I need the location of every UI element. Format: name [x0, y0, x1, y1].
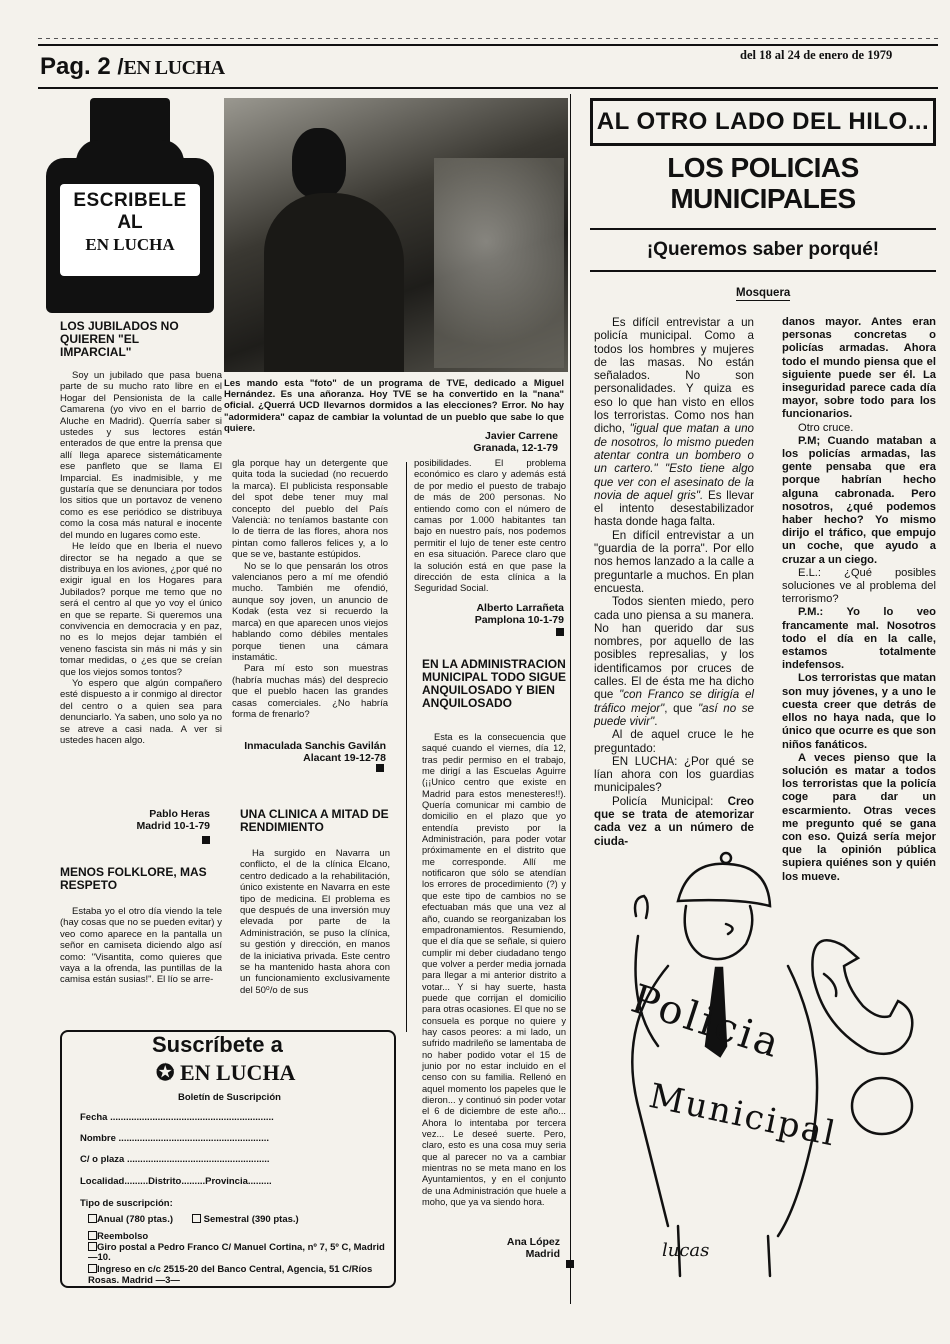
subtitle-rule — [590, 270, 936, 272]
jubilados-body — [60, 370, 222, 746]
clinica-p2: posibilidades. El problema económico es claro y además está de por medio el puesto de trabajo de más de 200 personas. No entiendo como con el número de camas por 1.000 habitantes tan bajo en nuestro país, nos podemos permitir el lujo de tener este centro en esa situación. Parece claro que la solución está en que pase la dirección de esta clínica a la Seguridad Social. — [414, 458, 566, 595]
jubilados-p1: Soy un jubilado que pasa buena parte de su mucho rato libre en el Hogar del Pensionista de la calle Camarena (yo vivo en el barrio de Aluche en Madrid). Querría saber si ustedes y sus lectores están enterados de que entre la prensa que allí llega aparece sistemáticamente ese panfleto que se llama El Imparcial. Es inadmisible, y me gustaría que se denunciara por todos los sitios que un portavoz de veneno como es ese periódico se distribuya como la cosa más natural e inocente del mundo en lugares como este. — [60, 370, 222, 541]
interview-title-1: LOS POLICIAS — [667, 152, 859, 183]
gavilan-signature — [230, 740, 386, 764]
jubilados-signature — [100, 808, 210, 832]
interview-r-p2: Otro cruce. — [798, 421, 854, 434]
jubilados-p3: Yo espero que algún compañero esté dispuesto a ir conmigo al director del centro o a quien sea para denunciarlo. Ya saben, uno solo ya no se atreve a casi nada. A ver si ustedes hacen algo. — [60, 677, 222, 746]
end-bullet — [556, 628, 564, 636]
interview-p3e: . — [654, 714, 658, 728]
subscription-box — [60, 1030, 396, 1288]
administracion-title: EN LA ADMINISTRACION MUNICIPAL TODO SIGUE ANQUILOSADO Y BIEN ANQUILOSADO — [422, 657, 567, 710]
subscription-title: Suscríbete a — [152, 1032, 283, 1057]
inkpot-label — [60, 184, 200, 276]
reembolso-checkbox[interactable] — [88, 1231, 97, 1240]
anual-option[interactable] — [88, 1214, 173, 1225]
administracion-sig-place: Madrid — [525, 1248, 560, 1260]
end-bullet — [376, 764, 384, 772]
helmet — [678, 864, 770, 906]
title-rule — [590, 228, 936, 230]
cartoon — [598, 806, 938, 1286]
interview-r-p3: P.M; Cuando mataban a los policías armadas, las gente pensaba que era porque habrían hecho alguna cabronada. Pero nosotros, ¿qué podemos haber hecho? Yo mismo dirijo el tráfico, que empujo un coche, que ayudo a cruzar a un ciego. — [782, 434, 936, 566]
plaza-field[interactable]: C/ o plaza ...................................................... — [80, 1154, 270, 1165]
interview-r-p6: Los terroristas que matan son muy jóvenes, y a uno le cuesta creer que detrás de ellos no haya nada, que lo único que ocurre es que son niños fanáticos. — [782, 672, 936, 751]
subscription-paper-name: EN LUCHA — [179, 1060, 296, 1085]
administracion-sig-name: Ana López — [506, 1236, 560, 1248]
phone-earpiece — [824, 974, 836, 996]
anual-label: Anual (780 ptas.) — [97, 1214, 174, 1225]
jubilados-sig-place: Madrid 10-1-79 — [136, 820, 210, 832]
ingreso-label: Ingreso en c/c 2515-20 del Banco Central, Agencia, 51 C/Ríos Rosas. Madrid —3— — [88, 1264, 373, 1286]
tv-photo — [224, 98, 568, 372]
interview-q1: EN LUCHA: ¿Por qué se lían ahora con los guardias municipales? — [594, 754, 754, 795]
header-rule — [38, 44, 938, 46]
inkpot-line2: AL — [117, 212, 143, 233]
folklore-p1: Estaba yo el otro día viendo la tele (hay cosas que no se pueden evitar) y veo como aparece en la pantalla un señor en camiseta diciendo algo así como: "Visantita, como quieres que vaya a la ofrenda, las puntillas de la camisa están susias!". El lío se arre- — [60, 906, 222, 986]
subscription-subtitle: Boletín de Suscripción — [178, 1092, 281, 1103]
fecha-field[interactable]: Fecha .............................................................. — [80, 1112, 274, 1123]
gavilan-p3: Para mí esto son muestras (habría muchas más) del desprecio que el pueblo hacen las grandes casas comerciales. ¿No habría forma de frenarlo? — [232, 663, 388, 720]
clinica-p1: Ha surgido en Navarra un conflicto, el de la clínica Elcano, centro dedicado a la rehabilitación, único existente en Navarra en este tipo de medicina. El problema es que después de una inversión muy elevada por parte de la Administración, se puso la clínica, su gestión y dirección, en manos de la iniciativa privada. Este centro se ha mantenido hasta ahora con un funcionamiento exclusivamente del 50⁰/o de sus — [240, 848, 390, 996]
interview-subtitle: ¡Queremos saber porqué! — [646, 239, 880, 260]
jubilados-p2: He leído que en Iberia el nuevo director se ha negado a que se distribuya en los aviones, ¿por qué no exigir igual en los Hogares para Jubilados? porque me temo que no será el centro al que yo voy el único en que se reparte. Si queremos una convivencia en democracia y en paz, no es lo mejos dejar también el veneno fascista sin más ni más y sin tomar medidas, o ¿es que se creían que los viejos somos tontos? — [60, 541, 222, 678]
inkpot-cap — [90, 98, 170, 142]
jubilados-sig-name: Pablo Heras — [149, 808, 210, 820]
clinica-body-a — [240, 848, 390, 996]
photo-signature — [400, 430, 558, 454]
interview-p2: En difícil entrevistar a un "guardia de la porra". Por ello nos hemos lanzado a la calle a preguntarle a muchos. En plan encuesta. — [594, 528, 754, 595]
plaza-label: C/ o plaza — [80, 1154, 125, 1165]
gavilan-body — [232, 458, 388, 720]
interview-p3d: "así no se puede vivir" — [594, 701, 754, 728]
interview-a1b: Creo que se trata de atemorizar cada vez a un número de ciuda- — [594, 794, 754, 848]
cartoon-signature: lucas — [662, 1240, 710, 1261]
interview-p3b: "con Franco se dirigía el tráfico mejor" — [594, 688, 754, 715]
anual-checkbox[interactable] — [88, 1214, 97, 1223]
page-number — [40, 52, 225, 83]
kicker-box — [590, 98, 936, 146]
interview-p1b: "igual que matan a uno de nosotros, lo mismo pueden atentar contra un bombero o un cartero." "Esto tiene algo que ver con el asesinato de la novia de aquel gris". — [594, 422, 754, 502]
clinica-sig-place: Pamplona 10-1-79 — [474, 614, 564, 626]
phone-o — [852, 1078, 912, 1134]
semestral-option[interactable] — [192, 1214, 299, 1225]
photo-figure — [292, 128, 346, 198]
col-sep-2 — [406, 462, 407, 1032]
byline: Mosquera — [736, 287, 791, 299]
interview-p3a: Todos sienten miedo, pero cada uno piensa a su manera. No han querido dar sus nombres, por aquello de las posibles represalias, y los identificamos por cruces de calles. El de ésta me ha dicho que — [594, 595, 754, 702]
clinica-body-b — [414, 458, 566, 595]
head — [685, 906, 753, 959]
ingreso-option[interactable] — [88, 1264, 388, 1286]
administracion-p1: Esta es la consecuencia que saqué cuando el viernes, día 12, tras pedir permiso en el trabajo, me dirigí a las Escuelas Aguirre (¡¡Unico centro que existe en Madrid para estos menesteres!!). Quería comunicar mi cambio de domicilio en el plazo que yo entendía previsto por la Administración, para poder votar próximamente en el distrito que me corresponde. Allí me notificaron que sólo se atendían los errores de procedimiento (?) y que este tipo de cambios no se efectuaban más que una vez al año, cuando se reorganizaban los empadronamientos. Resumiendo, que el día que se señale, si quiero cumplir mi deber ciudadano tengo que volver a perder media jornada para llegar a mi anterior distrito a votar... Y si hay suerte, hasta puede que corrijan el domicilio para otras ocasiones. El que no se consuela es porque no quiere y hay casos peores: a mi lado, un sufrido madrileño se lamentaba de no haber podido votar el 15 de junio por no estar incluido en el censo con su familia. Rellenó en aquel momento los papeles que le dieron... y continuó sin poder votar el 6 de diciembre de este año... Ahora lo intentaba por tercera vez... Le deseé suerte. Pero, claro, esto es una cosa muy seria que al parecer no va a cambiar mientras no se meta mano en los Ayuntamientos, y en el conjunto de una Administración que huele a moho, que ya va siendo hora. — [422, 732, 566, 1208]
ingreso-checkbox[interactable] — [88, 1264, 97, 1273]
giro-checkbox[interactable] — [88, 1242, 97, 1251]
interview-p1a: Es difícil entrevistar a un policía municipal. Como a todos los hombres y mujeres de las masas. No están señalados. No son personalidades. Y quiza es eso lo que han visto en ellos los terroristas. Como nos han dicho, — [594, 316, 754, 436]
interview-right-col — [782, 316, 936, 884]
folklore-title: MENOS FOLKLORE, MAS RESPETO — [60, 865, 207, 892]
interview-r-p5: P.M.: Yo lo veo francamente mal. Nosotros todo el día en la calle, estamos totalmente indefensos. — [782, 606, 936, 672]
end-bullet — [202, 836, 210, 844]
nombre-label: Nombre — [80, 1133, 116, 1144]
distrito-label: Distrito — [148, 1176, 182, 1187]
interview-title-2: MUNICIPALES — [670, 183, 856, 214]
interview-a1a: Policía Municipal: — [612, 794, 728, 808]
reembolso-option[interactable] — [88, 1231, 148, 1242]
interview-p4: Al de aquel cruce le he preguntado: — [594, 728, 754, 755]
gavilan-p2: No se lo que pensarán los otros valencianos pero a mí me ofendió mucho. También me ofendió, aunque soy joven, un anuncio de Kodak (esta vez si recuerdo la marca) en que aparecen unos viejos hablando como débiles mentales porque tienen una cámara instamátic. — [232, 560, 388, 663]
interview-r-p7: A veces pienso que la solución es matar a todos los terroristas que la policía coge para dar un escarmiento. Otras veces me pregunto qué se gana con eso. Quizá sería mejor que la opinión pública supiera quiénes son y quién los mueve. — [782, 751, 936, 883]
helmet-spike — [721, 853, 731, 863]
clinica-sig-name: Alberto Larrañeta — [476, 602, 564, 614]
photo-sig-name: Javier Carrene — [485, 430, 558, 442]
inkpot-line1: ESCRIBELE — [73, 190, 187, 211]
interview-p3c: , que — [664, 701, 699, 715]
interview-r-p4: E.L.: ¿Qué posibles soluciones ve al problema del terrorismo? — [782, 566, 936, 606]
cartoon-word-2: Municipal — [645, 1076, 841, 1155]
photo-sig-place: Granada, 12-1-79 — [473, 442, 558, 454]
semestral-checkbox[interactable] — [192, 1214, 201, 1223]
reembolso-label: Reembolso — [97, 1231, 149, 1242]
giro-label: Giro postal a Pedro Franco C/ Manuel Cortina, nº 7, 5º C, Madrid—10. — [88, 1242, 385, 1263]
cartoon-word-1: Policia — [625, 976, 788, 1068]
clinica-signature — [414, 602, 564, 626]
photo-caption: Les mando esta "foto" de un programa de TVE, dedicado a Miguel Hernández. Es una añoranza. Hoy TVE se ha convertido en la "nana" oficial. ¿Querrá UCD llevarnos dormidos a las elecciones? Error. No hay "adormidera" capaz de cambiar la voluntad de un pueblo que sabe lo que quiere. — [224, 378, 564, 434]
hand-left — [635, 896, 648, 918]
jubilados-title: LOS JUBILADOS NO QUIEREN "EL IMPARCIAL" — [60, 319, 179, 359]
issue-date: del 18 al 24 de enero de 1979 — [740, 48, 893, 62]
photo-light — [434, 158, 564, 368]
localidad-label: Localidad — [80, 1176, 125, 1187]
folklore-body — [60, 906, 222, 986]
interview-r-p1: danos mayor. Antes eran personas concretas o policías armadas. Ahora todo el mundo piensa que el siguiente puede ser él. La inseguridad parece cada día mayor, sobre todo para los funcionarios. — [782, 316, 936, 421]
semestral-label: Semestral (390 ptas.) — [203, 1214, 299, 1225]
nombre-field[interactable]: Nombre ......................................................... — [80, 1133, 269, 1144]
kicker: AL OTRO LADO DEL HILO... — [596, 108, 930, 135]
subscription-paper — [156, 1060, 295, 1086]
localidad-field[interactable]: Localidad.........Distrito.........Provincia......... — [80, 1176, 272, 1187]
interview-p1 — [594, 316, 754, 529]
header-bottom-rule — [38, 87, 938, 89]
interview-p1c: Es llevar el intento desestabilizador hasta donde haga falta. — [594, 488, 754, 529]
giro-option[interactable] — [88, 1242, 388, 1263]
fecha-label: Fecha — [80, 1112, 108, 1123]
clinica-title: UNA CLINICA A MITAD DE RENDIMIENTO — [240, 807, 389, 834]
nose — [726, 924, 733, 934]
slash: / — [117, 54, 124, 79]
interview-left-col — [594, 316, 754, 848]
administracion-signature — [460, 1236, 560, 1260]
phone-handset — [812, 940, 912, 1054]
gavilan-p1: gla porque hay un detergente que quita toda la suciedad (no recuerdo la marca). El publicista responsable del spot debe tener muy mal concepto del pueblo del País Valencià: no teníamos bastante con lo de tierra de las flores, ahora nos pintan como falleros felices y, a lo que se ve, bastante estúpidos. — [232, 458, 388, 561]
end-bullet — [566, 1260, 574, 1268]
provincia-label: Provincia — [205, 1176, 248, 1187]
gavilan-sig-place: Alacant 19-12-78 — [303, 752, 386, 764]
page-label: Pag. 2 — [40, 53, 111, 80]
inkpot-logo — [46, 98, 216, 313]
photo-figure-body — [264, 193, 404, 372]
tipo-label: Tipo de suscripción: — [80, 1198, 173, 1209]
inkpot-line3: EN LUCHA — [85, 235, 175, 254]
col-sep-1 — [570, 94, 571, 1304]
paper-name: EN LUCHA — [123, 57, 225, 79]
interview-p3 — [594, 595, 754, 728]
gavilan-sig-name: Inmaculada Sanchis Gavilán — [244, 740, 386, 752]
top-dashed-rule — [38, 38, 938, 39]
star-icon: ✪ — [156, 1060, 175, 1085]
administracion-body — [422, 732, 566, 1208]
interview-title — [590, 152, 936, 214]
